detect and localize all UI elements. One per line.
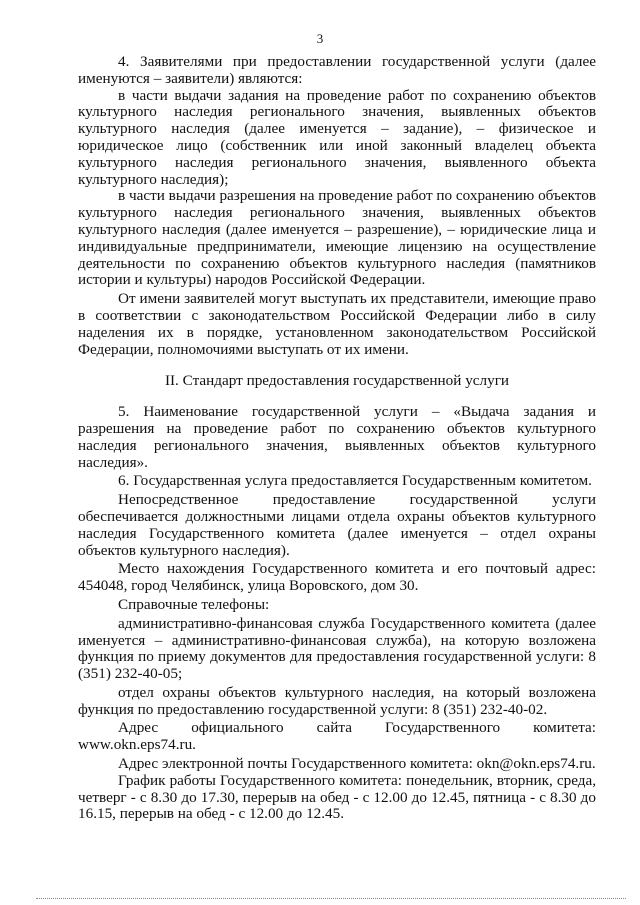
document-body bbox=[78, 54, 596, 823]
phones-title: Справочные телефоны: bbox=[118, 595, 270, 613]
schedule-paragraph: График работы Государственного комитета: понедельник, вторник, среда, четверг - с 8.30 до 17.30, перерыв на обед - с 12.00 до 12.45, пятница - с 8.30 до 16.15, перерыв на обед - с 12.00 до 12.45. bbox=[78, 771, 596, 823]
item-4-task-paragraph: в части выдачи задания на проведение работ по сохранению объектов культурного наследия регионального значения, выявленных объектов культурного наследия (далее именуется – задание), – физическое и юридическое лицо (собственник или иной законный владелец объекта культурного наследия регионального значения, выявленного объекта культурного наследия); bbox=[78, 86, 596, 188]
item-4-intro: 4. Заявителями при предоставлении государственной услуги (далее именуются – заявители) являются: bbox=[78, 53, 596, 87]
website-paragraph: Адрес официального сайта Государственного комитета: www.okn.eps74.ru. bbox=[78, 719, 596, 754]
item-4-representatives-paragraph: От имени заявителей могут выступать их представители, имеющие право в соответствии с законодательством Российской Федерации либо в силу наделения их в порядке, установленном законодательством Российской Федерации, полномочиями выступать от их имени. bbox=[78, 290, 596, 358]
phone-okn-paragraph: отдел охраны объектов культурного наследия, на который возложена функция по предоставлению государственной услуги: 8 (351) 232-40-02. bbox=[78, 683, 596, 718]
item-4-permit-paragraph: в части выдачи разрешения на проведение работ по сохранению объектов культурного наследия регионального значения, выявленных объектов культурного наследия (далее именуется – разрешение), – юридические лица и индивидуальные предприниматели, имеющие лицензию на осуществление деятельности по сохранению объектов культурного наследия (памятников истории и культуры) народов Российской Федерации. bbox=[78, 187, 596, 289]
section-2-heading: II. Стандарт предоставления государственной услуги bbox=[164, 372, 510, 390]
item-6-paragraph: 6. Государственная услуга предоставляется Государственным комитетом. bbox=[118, 472, 592, 490]
location-paragraph: Место нахождения Государственного комитета и его почтовый адрес: 454048, город Челябинск, улица Воровского, дом 30. bbox=[78, 560, 596, 595]
page-number: 3 bbox=[316, 31, 324, 46]
scan-edge-line bbox=[36, 898, 626, 899]
item-6-direct-paragraph: Непосредственное предоставление государственной услуги обеспечивается должностными лицами отдела охраны объектов культурного наследия Государственного комитета (далее именуется – отдел охраны объектов культурного наследия). bbox=[78, 491, 596, 559]
email-paragraph: Адрес электронной почты Государственного комитета: okn@okn.eps74.ru. bbox=[118, 755, 596, 773]
item-5-paragraph: 5. Наименование государственной услуги – «Выдача задания и разрешения на проведение работ по сохранению объектов культурного наследия регионального значения, выявленных объектов культурного наследия». bbox=[78, 403, 596, 471]
phone-admin-paragraph: административно-финансовая служба Государственного комитета (далее именуется – административно-финансовая служба), на которую возложена функция по приему документов для предоставления государственной услуги: 8 (351) 232-40-05; bbox=[78, 614, 596, 683]
